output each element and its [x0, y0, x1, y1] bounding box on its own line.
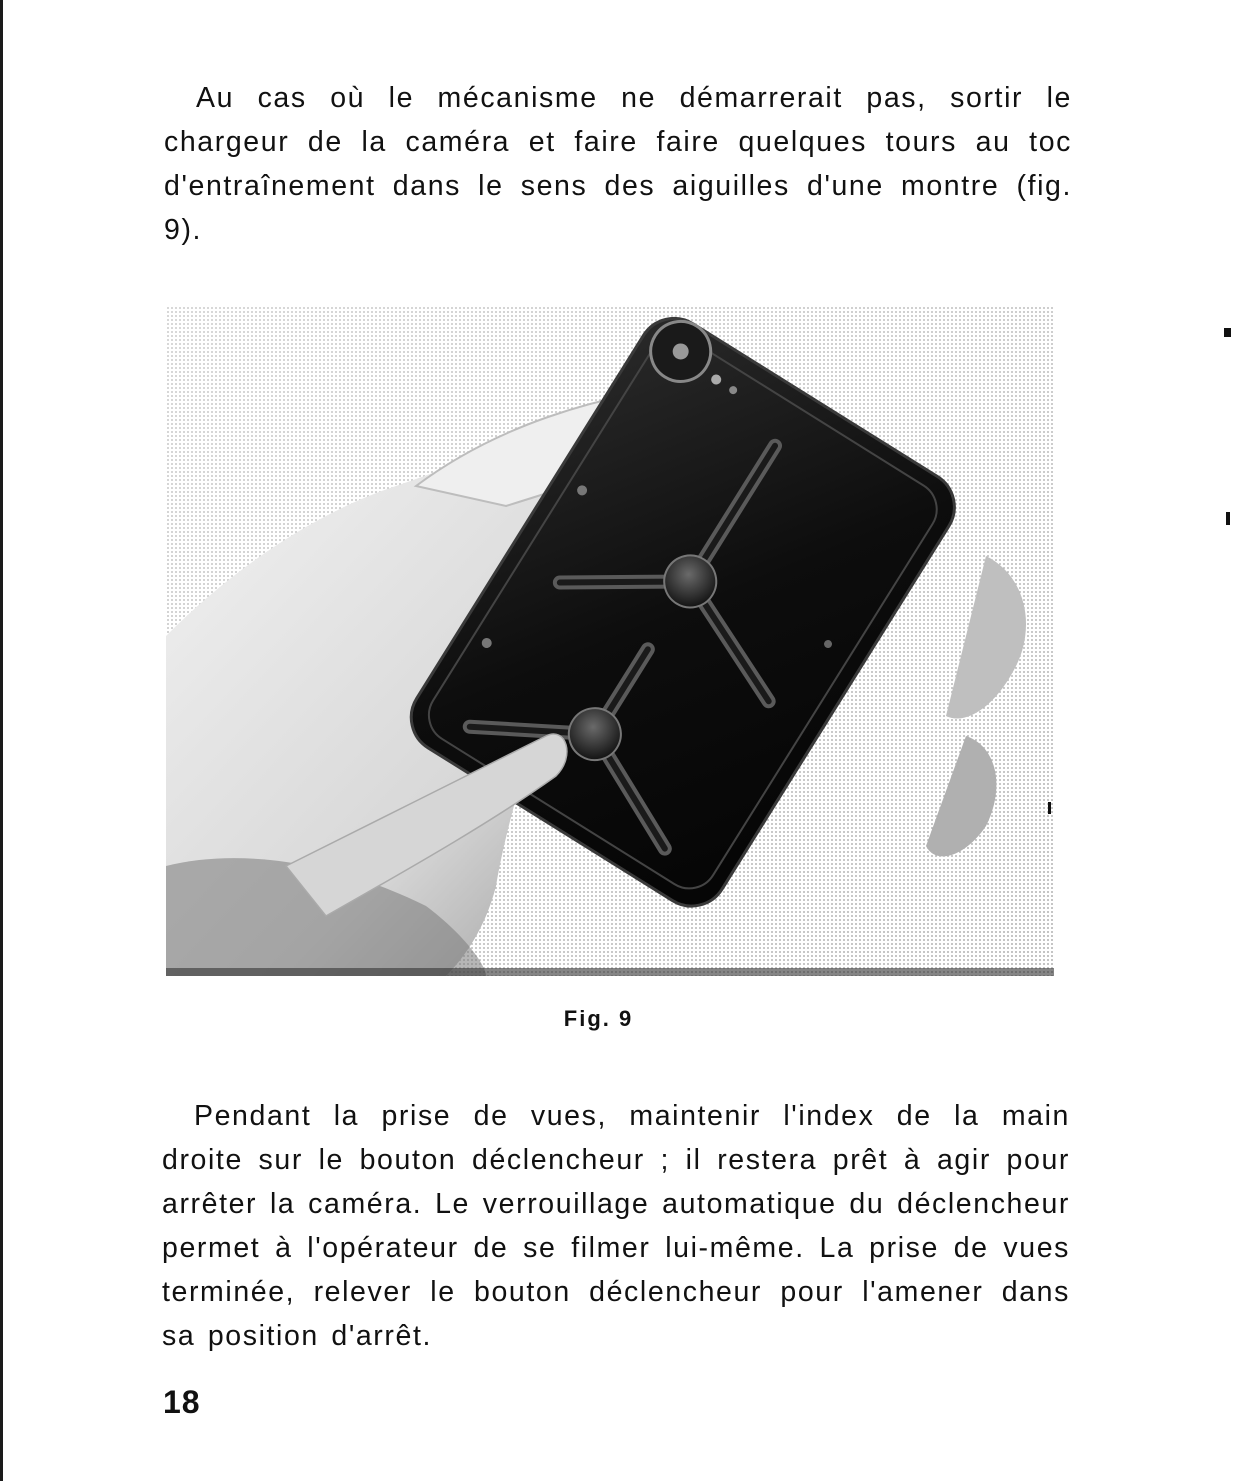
paragraph-operation-text: Pendant la prise de vues, maintenir l'index de la main droite sur le bouton déclencheur ; il restera prêt à agir pour arrêter la caméra. Le verrouillage automatique du déclencheur permet à l'opérateur de se filmer lui-même. La prise de vues terminée, relever le bouton déclencheur pour l'amener dans sa position d'arrêt.	[162, 1100, 1070, 1352]
scan-speck	[1226, 512, 1230, 525]
page-left-edge	[0, 0, 3, 1481]
paragraph-operation	[162, 1094, 1070, 1358]
figure-caption-text: Fig. 9	[563, 1006, 634, 1031]
paragraph-intro	[164, 76, 1072, 252]
figure-9-photo	[166, 306, 1054, 976]
scan-speck	[1048, 802, 1051, 814]
paragraph-intro-text: Au cas où le mécanisme ne démarrerait pas, sortir le chargeur de la caméra et faire faire quelques tours au toc d'entraînement dans le sens des aiguilles d'une montre (fig. 9).	[164, 82, 1072, 246]
page-number: 18	[163, 1384, 201, 1420]
scan-speck	[1224, 328, 1231, 337]
figure-caption	[0, 1006, 1233, 1032]
